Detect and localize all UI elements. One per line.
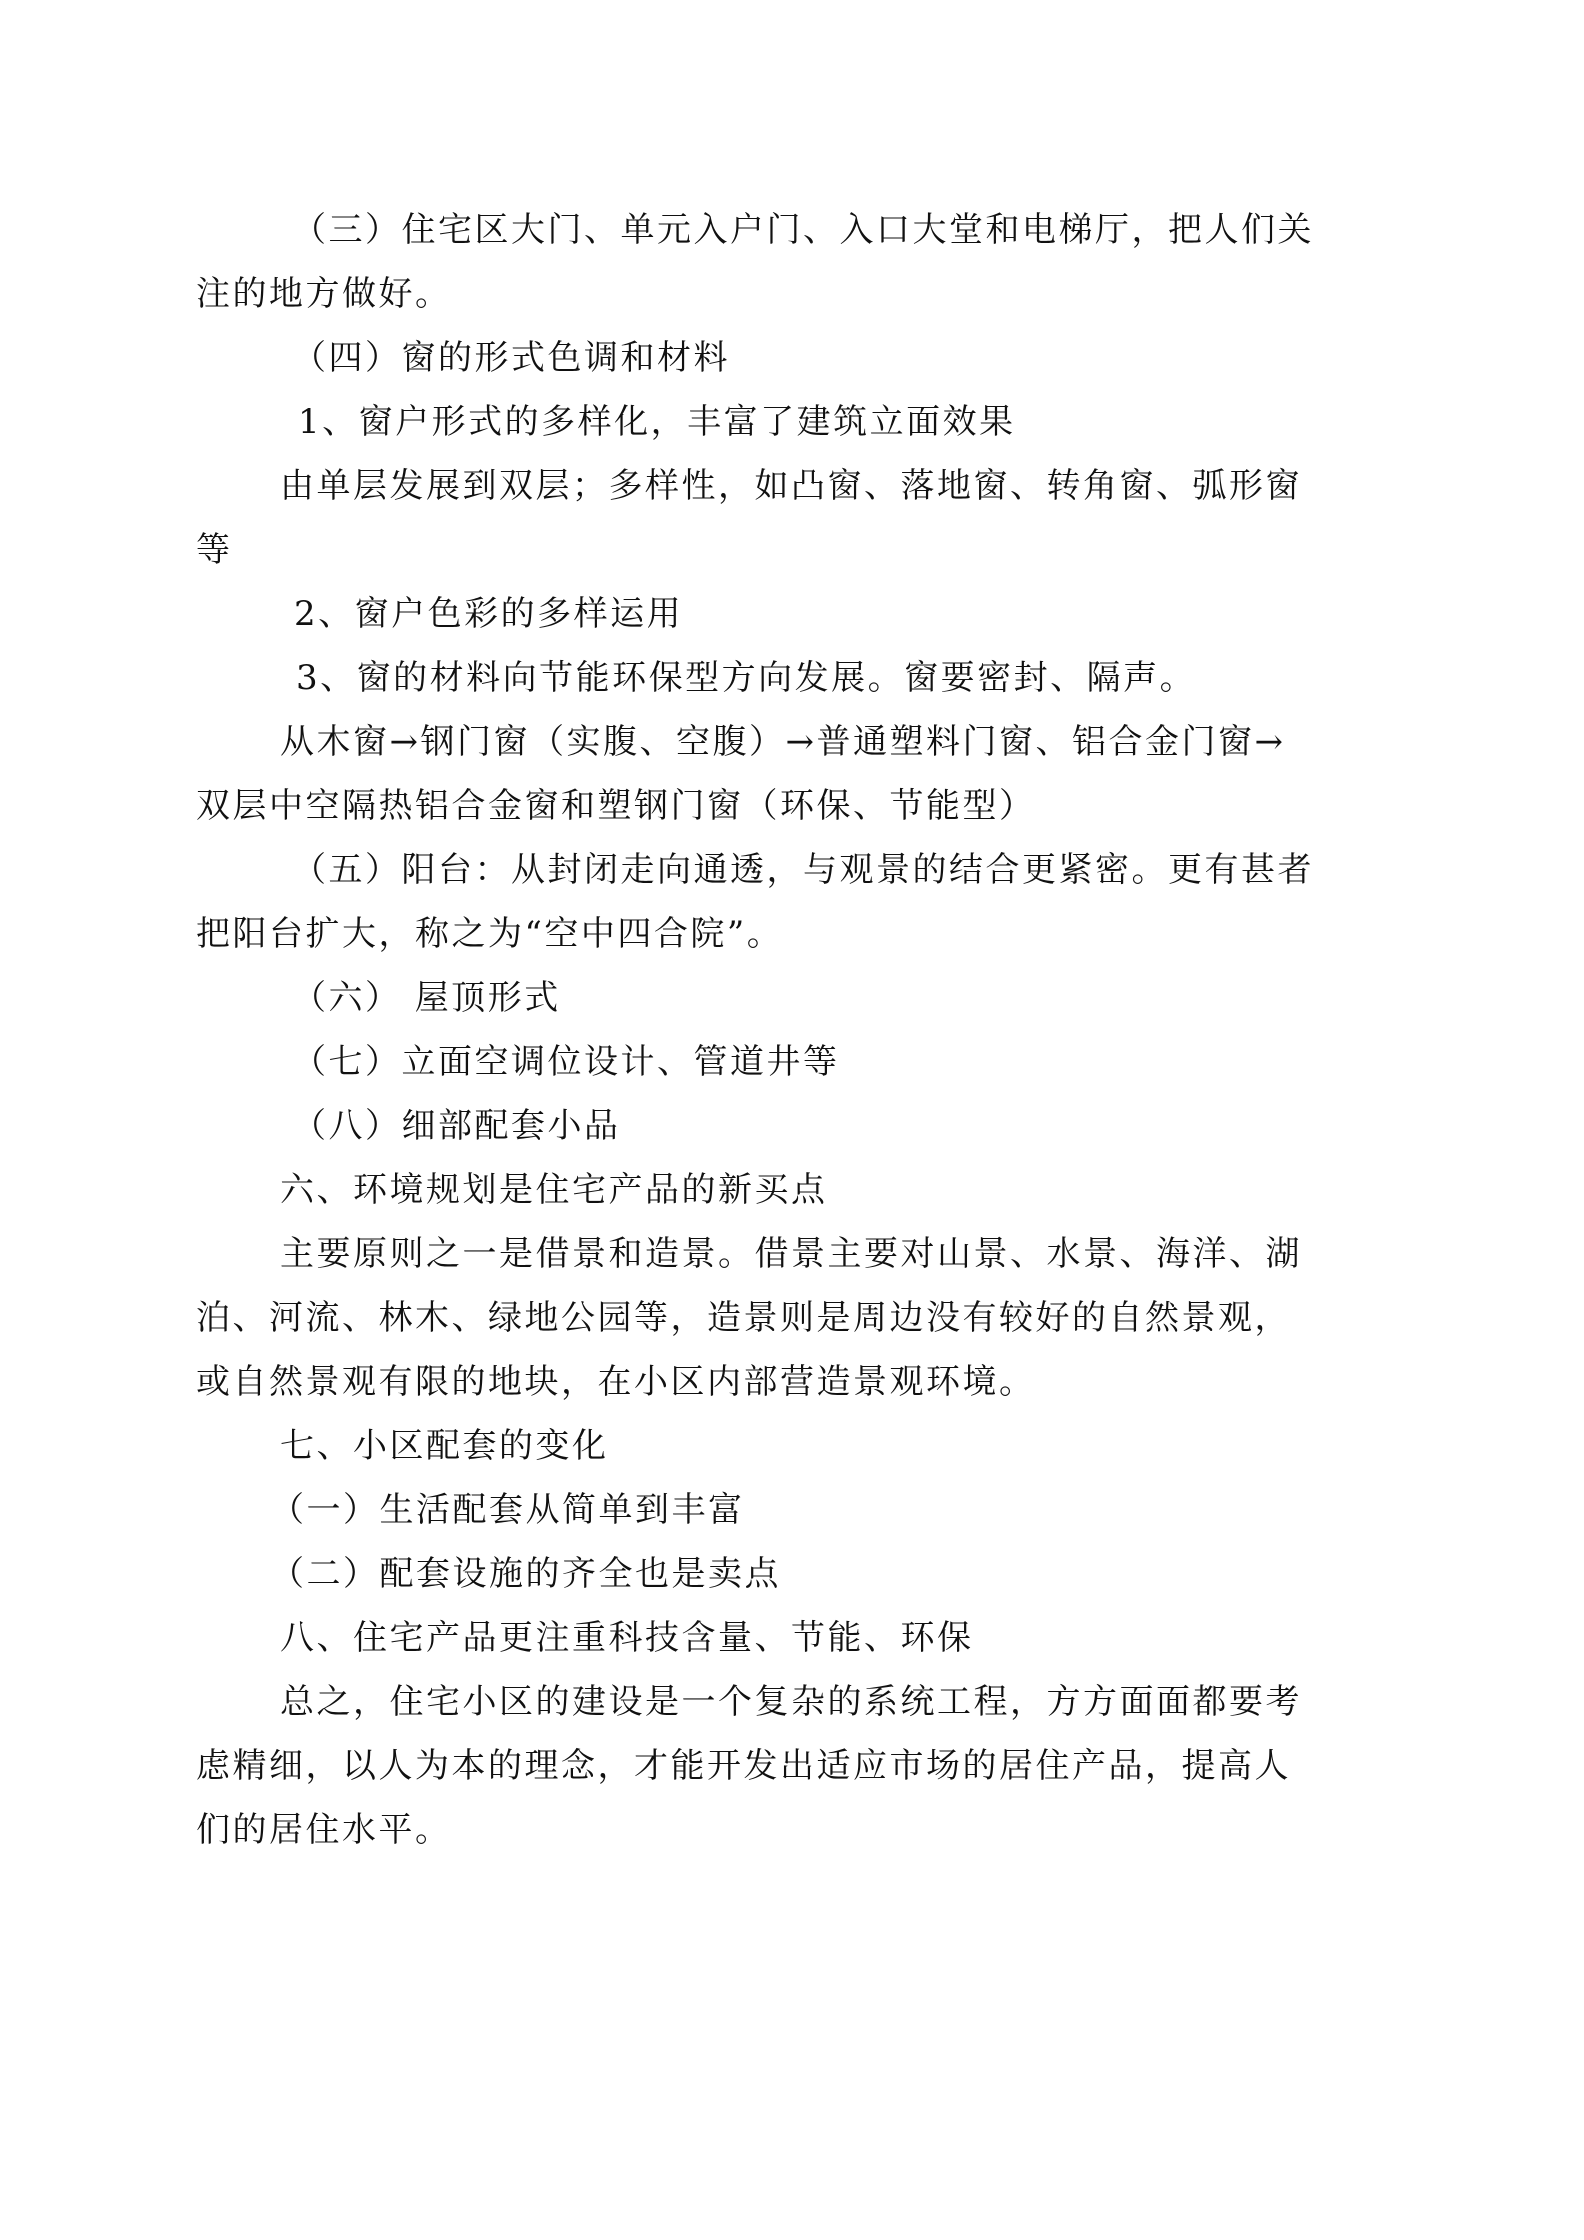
paragraph-line-13: （六） 屋顶形式: [292, 978, 561, 1018]
paragraph-line-3: （四）窗的形式色调和材料: [292, 338, 730, 378]
paragraph-line-22: （二）配套设施的齐全也是卖点: [270, 1554, 781, 1594]
paragraph-line-26: 们的居住水平。: [196, 1810, 452, 1850]
paragraph-line-12: 把阳台扩大，称之为“空中四合院”。: [196, 914, 784, 954]
paragraph-line-4: 1、窗户形式的多样化，丰富了建筑立面效果: [298, 402, 1016, 442]
paragraph-line-10: 双层中空隔热铝合金窗和塑钢门窗（环保、节能型）: [196, 786, 1036, 826]
paragraph-line-25: 虑精细，以人为本的理念，才能开发出适应市场的居住产品，提高人: [196, 1746, 1291, 1786]
paragraph-line-24: 总之，住宅小区的建设是一个复杂的系统工程，方方面面都要考: [280, 1682, 1302, 1722]
paragraph-line-5: 由单层发展到双层；多样性，如凸窗、落地窗、转角窗、弧形窗: [280, 466, 1302, 506]
paragraph-line-2: 注的地方做好。: [196, 274, 452, 314]
paragraph-line-15: （八）细部配套小品: [292, 1106, 621, 1146]
paragraph-line-20: 七、小区配套的变化: [280, 1426, 609, 1466]
paragraph-line-8: 3、窗的材料向节能环保型方向发展。窗要密封、隔声。: [296, 658, 1197, 698]
paragraph-line-16: 六、环境规划是住宅产品的新买点: [280, 1170, 828, 1210]
paragraph-line-18: 泊、河流、林木、绿地公园等，造景则是周边没有较好的自然景观，: [196, 1298, 1291, 1338]
paragraph-line-21: （一）生活配套从简单到丰富: [270, 1490, 745, 1530]
paragraph-line-17: 主要原则之一是借景和造景。借景主要对山景、水景、海洋、湖: [280, 1234, 1302, 1274]
paragraph-line-1: （三）住宅区大门、单元入户门、入口大堂和电梯厅，把人们关: [292, 210, 1314, 250]
paragraph-line-7: 2、窗户色彩的多样运用: [294, 594, 684, 634]
document-body: [196, 0, 1386, 2240]
paragraph-line-19: 或自然景观有限的地块，在小区内部营造景观环境。: [196, 1362, 1036, 1402]
paragraph-line-6: 等: [196, 530, 233, 570]
paragraph-line-11: （五）阳台：从封闭走向通透，与观景的结合更紧密。更有甚者: [292, 850, 1314, 890]
paragraph-line-23: 八、住宅产品更注重科技含量、节能、环保: [280, 1618, 974, 1658]
paragraph-line-14: （七）立面空调位设计、管道井等: [292, 1042, 840, 1082]
paragraph-line-9: 从木窗→钢门窗（实腹、空腹）→普通塑料门窗、铝合金门窗→: [280, 722, 1286, 762]
